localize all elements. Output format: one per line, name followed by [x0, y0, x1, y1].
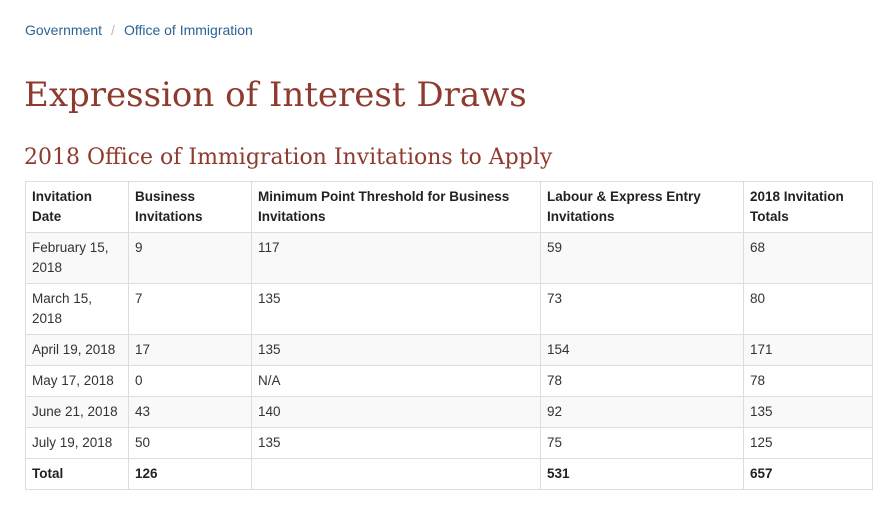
- cell-business: 0: [129, 366, 252, 397]
- header-minimum-point-threshold: Minimum Point Threshold for Business Invitations: [252, 182, 541, 233]
- header-business-invitations: Business Invitations: [129, 182, 252, 233]
- cell-threshold: 135: [252, 284, 541, 335]
- cell-business: 7: [129, 284, 252, 335]
- cell-date: May 17, 2018: [26, 366, 129, 397]
- total-threshold: [252, 459, 541, 490]
- cell-threshold: 135: [252, 335, 541, 366]
- table-total-row: [26, 459, 873, 490]
- table-body: [26, 233, 873, 459]
- table-row: [26, 284, 873, 335]
- header-labour-express-entry: Labour & Express Entry Invitations: [541, 182, 744, 233]
- total-invitations: 657: [744, 459, 873, 490]
- section-title: 2018 Office of Immigration Invitations to Apply: [24, 145, 553, 170]
- cell-threshold: 140: [252, 397, 541, 428]
- cell-labour: 78: [541, 366, 744, 397]
- breadcrumb-link-office-of-immigration[interactable]: Office of Immigration: [123, 22, 253, 38]
- cell-labour: 92: [541, 397, 744, 428]
- cell-total: 125: [744, 428, 873, 459]
- table-footer: [26, 459, 873, 490]
- table-row: [26, 366, 873, 397]
- cell-total: 68: [744, 233, 873, 284]
- table-header: [26, 182, 873, 233]
- cell-total: 80: [744, 284, 873, 335]
- cell-labour: 59: [541, 233, 744, 284]
- cell-business: 17: [129, 335, 252, 366]
- cell-threshold: N/A: [252, 366, 541, 397]
- cell-date: July 19, 2018: [26, 428, 129, 459]
- table-row: [26, 335, 873, 366]
- cell-threshold: 135: [252, 428, 541, 459]
- cell-total: 135: [744, 397, 873, 428]
- cell-date: April 19, 2018: [26, 335, 129, 366]
- breadcrumb-link-government[interactable]: Government: [25, 22, 103, 38]
- table-header-row: [26, 182, 873, 233]
- cell-date: March 15, 2018: [26, 284, 129, 335]
- header-invitation-totals: 2018 Invitation Totals: [744, 182, 873, 233]
- cell-labour: 75: [541, 428, 744, 459]
- table-row: [26, 428, 873, 459]
- total-business: 126: [129, 459, 252, 490]
- cell-labour: 154: [541, 335, 744, 366]
- cell-business: 43: [129, 397, 252, 428]
- cell-labour: 73: [541, 284, 744, 335]
- total-label: Total: [26, 459, 129, 490]
- cell-date: June 21, 2018: [26, 397, 129, 428]
- breadcrumb: [25, 22, 253, 38]
- table-row: [26, 233, 873, 284]
- invitations-table: [25, 181, 873, 490]
- header-invitation-date: Invitation Date: [26, 182, 129, 233]
- page-title: Expression of Interest Draws: [24, 75, 527, 115]
- cell-date: February 15, 2018: [26, 233, 129, 284]
- cell-business: 9: [129, 233, 252, 284]
- total-labour: 531: [541, 459, 744, 490]
- table-row: [26, 397, 873, 428]
- breadcrumb-separator: /: [111, 22, 115, 38]
- cell-total: 171: [744, 335, 873, 366]
- cell-total: 78: [744, 366, 873, 397]
- cell-business: 50: [129, 428, 252, 459]
- cell-threshold: 117: [252, 233, 541, 284]
